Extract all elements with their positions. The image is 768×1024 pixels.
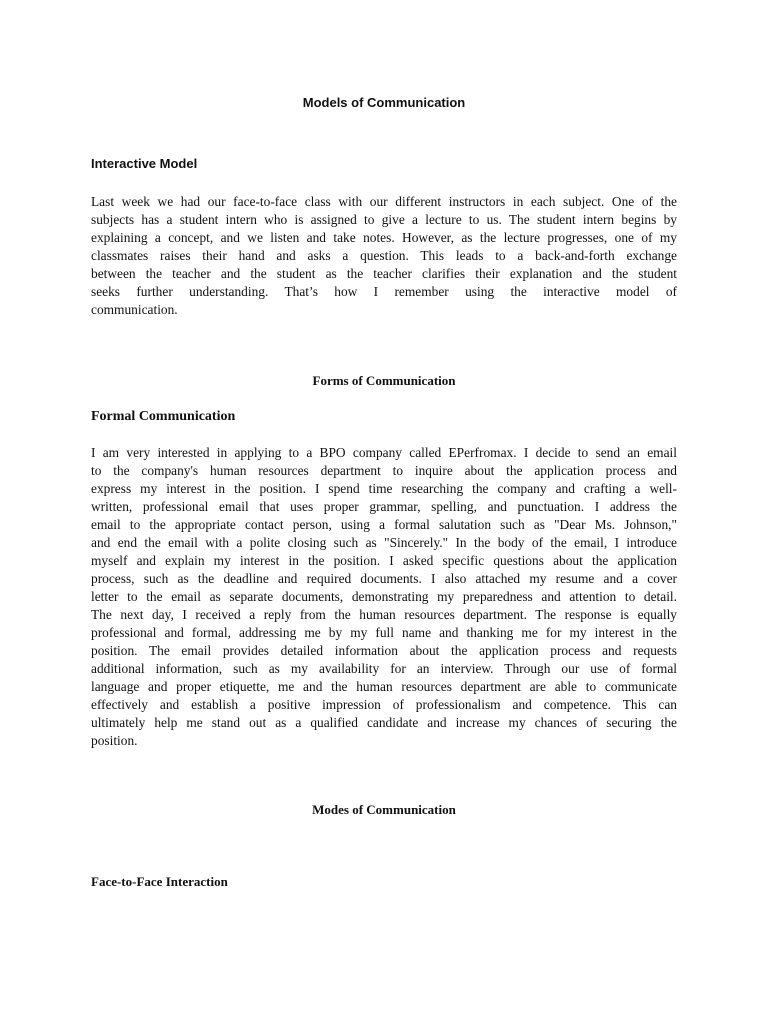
paragraph-line: email to the appropriate contact person, using a formal salutation such as "Dear Ms. Johnson," <box>91 517 677 532</box>
section-title-models: Models of Communication <box>302 95 466 110</box>
paragraph-line: written, professional email that uses proper grammar, spelling, and punctuation. I address the <box>91 499 677 514</box>
paragraph-interactive-model <box>91 193 677 319</box>
paragraph-line: ultimately help me stand out as a qualified candidate and increase my chances of securing the <box>91 715 677 730</box>
paragraph-line: and end the email with a polite closing such as "Sincerely." In the body of the email, I introduce <box>91 535 677 550</box>
paragraph-line: between the teacher and the student as the teacher clarifies their explanation and the student <box>91 266 677 281</box>
paragraph-line: to the company's human resources department to inquire about the application process and <box>91 463 677 478</box>
section-title-forms: Forms of Communication <box>312 373 456 388</box>
paragraph-line: position. <box>91 733 138 748</box>
section-subtitle-formal-communication: Formal Communication <box>91 409 236 424</box>
section-subtitle-interactive-model: Interactive Model <box>91 156 198 171</box>
paragraph-line: explaining a concept, and we listen and take notes. However, as the lecture progresses, one of my <box>91 230 677 245</box>
paragraph-line: Last week we had our face-to-face class with our different instructors in each subject. One of the <box>91 194 677 209</box>
paragraph-line: I am very interested in applying to a BPO company called EPerfromax. I decide to send an email <box>91 445 677 460</box>
paragraph-line: express my interest in the position. I spend time researching the company and crafting a well- <box>91 481 677 496</box>
paragraph-line: myself and explain my interest in the position. I asked specific questions about the application <box>91 553 677 568</box>
paragraph-formal-communication <box>91 444 677 750</box>
section-title-modes: Modes of Communication <box>312 802 456 817</box>
paragraph-line: subjects has a student intern who is assigned to give a lecture to us. The student intern begins by <box>91 212 677 227</box>
paragraph-line: classmates raises their hand and asks a question. This leads to a back-and-forth exchange <box>91 248 677 263</box>
paragraph-line: process, such as the deadline and required documents. I also attached my resume and a cover <box>91 571 677 586</box>
paragraph-line: The next day, I received a reply from the human resources department. The response is equally <box>91 607 677 622</box>
paragraph-line: position. The email provides detailed information about the application process and requests <box>91 643 677 658</box>
paragraph-line: professional and formal, addressing me by my full name and thanking me for my interest in the <box>91 625 677 640</box>
paragraph-line: communication. <box>91 302 178 317</box>
paragraph-line: seeks further understanding. That’s how I remember using the interactive model of <box>91 284 677 299</box>
paragraph-line: effectively and establish a positive impression of professionalism and competence. This can <box>91 697 677 712</box>
paragraph-line: language and proper etiquette, me and the human resources department are able to communicate <box>91 679 677 694</box>
paragraph-line: additional information, such as my availability for an interview. Through our use of formal <box>91 661 677 676</box>
section-subtitle-face-to-face: Face-to-Face Interaction <box>91 874 228 889</box>
paragraph-line: letter to the email as separate documents, demonstrating my preparedness and attention to detail. <box>91 589 677 604</box>
